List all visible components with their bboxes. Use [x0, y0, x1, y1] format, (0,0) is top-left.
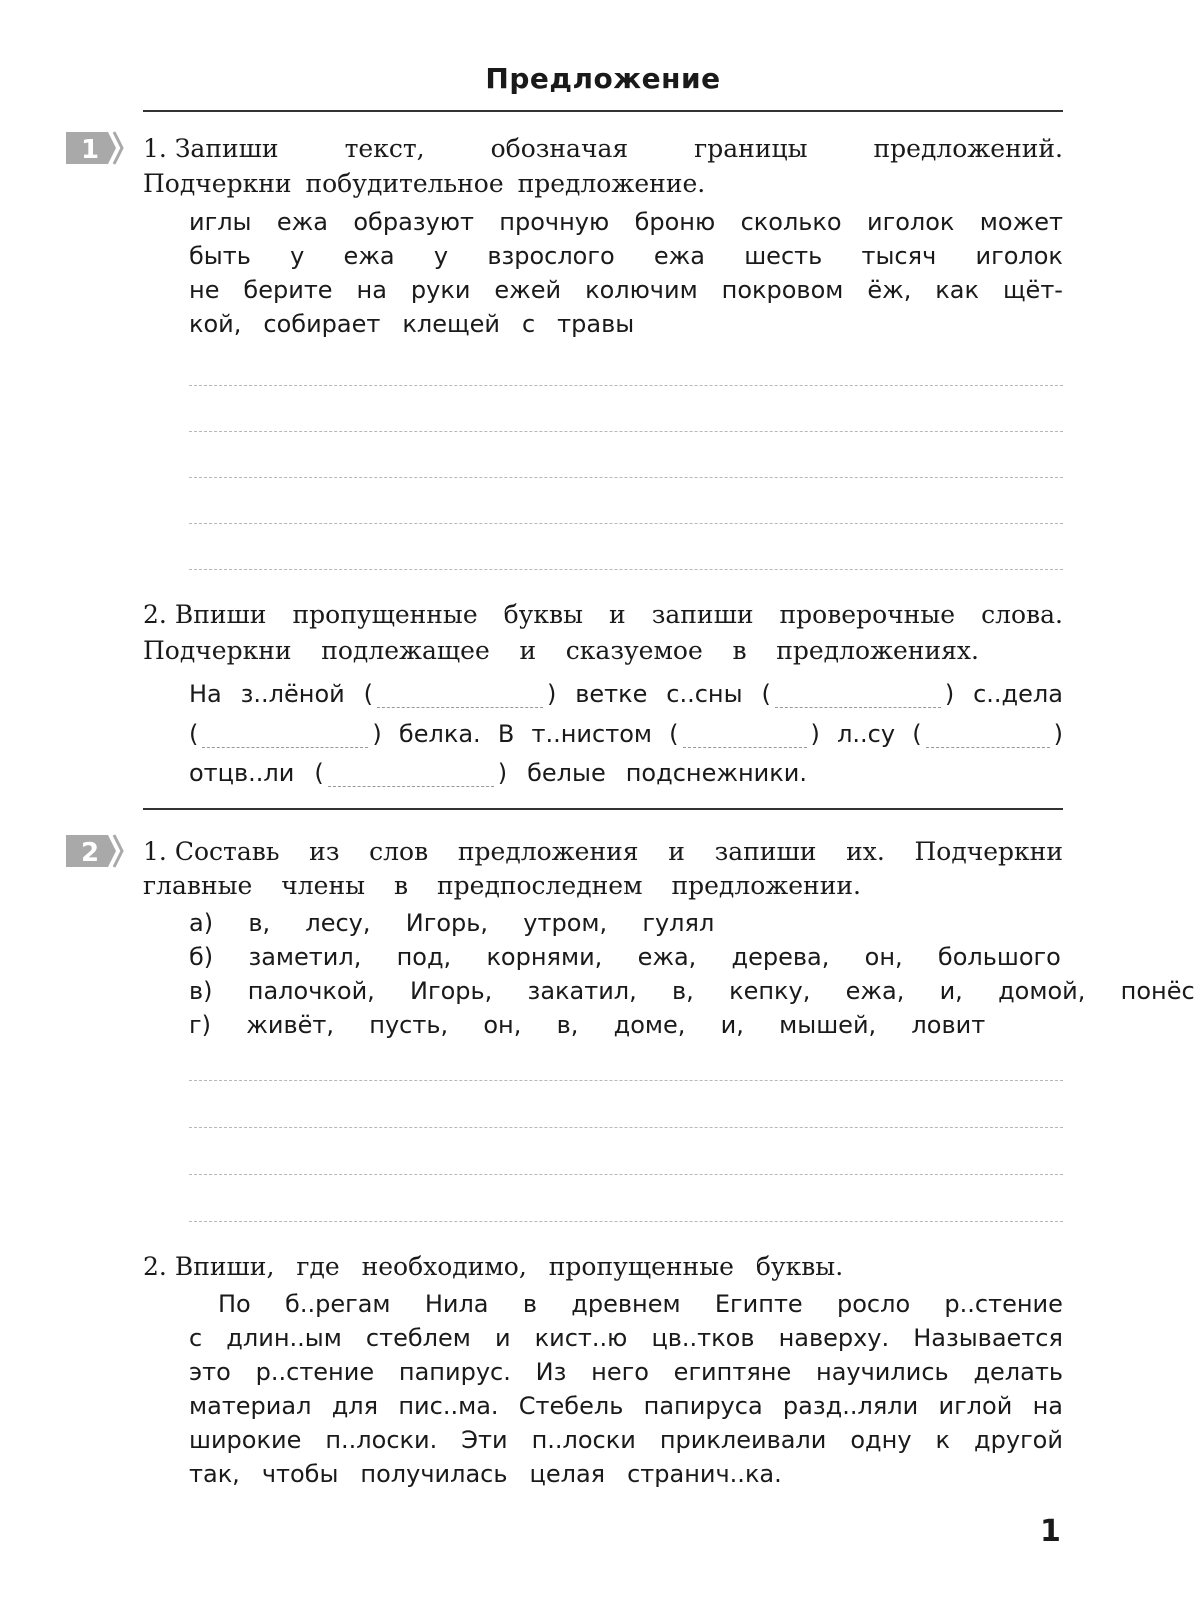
text-word: странич..ка. — [627, 1460, 782, 1488]
fill-in-row — [189, 755, 1063, 791]
answer-blank[interactable] — [912, 720, 1063, 748]
text-word: руки — [410, 276, 471, 304]
page-title: Предложение — [485, 62, 721, 95]
writing-line[interactable] — [189, 385, 1063, 386]
answer-blank[interactable] — [314, 759, 507, 787]
text-word: одну — [850, 1426, 912, 1454]
exercise-text-line — [189, 307, 1063, 341]
text-word: Из — [535, 1358, 567, 1386]
exercise-badge-1 — [66, 130, 126, 166]
text-word: шесть — [744, 242, 823, 270]
exercise-badge-number: 2 — [80, 838, 100, 868]
text-word: на — [1032, 1392, 1063, 1420]
instruction-word: предложений. — [873, 134, 1063, 163]
text-word: разд..ляли — [782, 1392, 919, 1420]
writing-line[interactable] — [189, 569, 1063, 570]
text-word: Стебель — [518, 1392, 624, 1420]
exercise-badge-2 — [66, 833, 126, 869]
text-word: него — [591, 1358, 649, 1386]
text-word: с — [521, 310, 536, 338]
text-word: В — [497, 720, 515, 748]
text-word: собирает — [263, 310, 381, 338]
page-number: 1 — [1040, 1514, 1061, 1549]
text-word: стеблем — [365, 1324, 471, 1352]
close-paren: ) — [1053, 720, 1063, 748]
instruction-word: и — [519, 636, 537, 665]
text-word: броню — [634, 208, 716, 236]
text-word: подснежники. — [625, 759, 807, 787]
instruction-word: слов — [369, 837, 429, 866]
task-number: 2. — [143, 600, 167, 629]
text-word: белка. — [398, 720, 481, 748]
task-number: 2. — [143, 1252, 167, 1281]
text-word: Египте — [714, 1290, 803, 1318]
text-word: не — [189, 276, 220, 304]
text-word: научились — [816, 1358, 949, 1386]
text-word: прочную — [499, 208, 610, 236]
instruction-word: и — [668, 837, 685, 866]
writing-line[interactable] — [189, 431, 1063, 432]
option-a — [189, 906, 1063, 940]
text-word: это — [189, 1358, 231, 1386]
text-word: целая — [529, 1460, 606, 1488]
text-word: материал — [189, 1392, 312, 1420]
task-instruction-line2: Подчеркни побудительное предложение. — [143, 169, 706, 198]
text-word: иглы — [189, 208, 252, 236]
option-letter: г) — [189, 1011, 211, 1039]
text-word: с — [189, 1324, 203, 1352]
text-word: Эти — [461, 1426, 508, 1454]
text-word: ёж, — [867, 276, 912, 304]
text-word: пис..ма. — [398, 1392, 499, 1420]
blank-line[interactable] — [775, 685, 941, 708]
instruction-word: Впиши — [174, 600, 267, 629]
blank-line[interactable] — [202, 725, 368, 748]
text-word: у — [290, 242, 305, 270]
text-word: ежей — [494, 276, 562, 304]
text-word: цв..тков — [651, 1324, 755, 1352]
exercise-text-line — [189, 1457, 1063, 1491]
text-word: травы — [557, 310, 635, 338]
text-word: иголок — [866, 208, 955, 236]
text-word: иголок — [975, 242, 1063, 270]
text-word: длин..ым — [226, 1324, 342, 1352]
close-paren: ) — [944, 680, 955, 708]
exercise-text-line — [189, 1321, 1063, 1355]
text-word: Называется — [913, 1324, 1063, 1352]
instruction-word: проверочные — [779, 600, 956, 629]
close-paren: ) — [372, 720, 382, 748]
option-words: в, лесу, Игорь, утром, гулял — [248, 909, 715, 937]
writing-line[interactable] — [189, 1174, 1063, 1175]
open-paren: ( — [669, 720, 679, 748]
option-letter: в) — [189, 977, 213, 1005]
text-word: египтяне — [673, 1358, 792, 1386]
option-letter: а) — [189, 909, 214, 937]
close-paren: ) — [547, 680, 557, 708]
text-word: п..лоски — [531, 1426, 636, 1454]
option-letter: б) — [189, 943, 214, 971]
instruction-word: Составь — [174, 837, 280, 866]
open-paren: ( — [314, 759, 324, 787]
text-word: белые — [527, 759, 606, 787]
task-instruction — [143, 597, 1063, 632]
text-word: п..лоски. — [325, 1426, 438, 1454]
text-word: т..нистом — [531, 720, 652, 748]
text-word: может — [979, 208, 1063, 236]
exercise-text-line — [189, 1389, 1063, 1423]
exercise-text-line — [218, 1287, 1063, 1321]
text-word: берите — [243, 276, 333, 304]
instruction-word: предпоследнем — [436, 871, 643, 900]
text-word: л..су — [837, 720, 896, 748]
text-word: так, — [189, 1460, 240, 1488]
exercise-text-line — [189, 239, 1063, 273]
instruction-word: подлежащее — [321, 636, 490, 665]
instruction-word: предложения — [457, 837, 639, 866]
text-word: папируса — [643, 1392, 763, 1420]
text-word: колючим — [585, 276, 698, 304]
text-word: широкие — [189, 1426, 302, 1454]
answer-blank[interactable] — [669, 720, 820, 748]
option-v — [189, 974, 1195, 1008]
answer-blank[interactable] — [364, 680, 557, 708]
option-b — [189, 940, 1063, 974]
exercise-text-line — [189, 205, 1063, 239]
instruction-word: пропущенные — [292, 600, 478, 629]
text-word: покровом — [721, 276, 844, 304]
task-instruction-line2 — [143, 868, 861, 903]
text-word: тысяч — [861, 242, 937, 270]
instruction-word: в — [732, 636, 747, 665]
writing-line[interactable] — [189, 523, 1063, 524]
exercise-badge-number: 1 — [80, 135, 100, 165]
text-word: в — [522, 1290, 537, 1318]
task-instruction-line2 — [143, 633, 979, 668]
text-word: ежа — [276, 208, 328, 236]
instruction-word: предложениях. — [776, 636, 979, 665]
blank-line[interactable] — [377, 685, 543, 708]
instruction-word: в — [393, 871, 409, 900]
text-word: на — [356, 276, 387, 304]
open-paren: ( — [912, 720, 922, 748]
text-word: с..сны — [666, 680, 743, 708]
instruction-word: обозначая — [490, 134, 629, 163]
text-word: щёт- — [1002, 276, 1063, 304]
text-word: к — [935, 1426, 951, 1454]
close-paren: ) — [497, 759, 508, 787]
blank-line[interactable] — [926, 725, 1050, 748]
exercise-text-line — [189, 1355, 1063, 1389]
instruction-word: предложении. — [671, 871, 861, 900]
text-word: получилась — [360, 1460, 508, 1488]
fill-in-row — [189, 716, 1063, 752]
text-word: р..стение — [255, 1358, 375, 1386]
instruction-word: Подчеркни — [143, 636, 292, 665]
text-word: росло — [836, 1290, 911, 1318]
exercise-text-line — [189, 1423, 1063, 1457]
text-word: древнем — [571, 1290, 681, 1318]
task-number: 1. — [143, 837, 167, 866]
text-word: По — [218, 1290, 251, 1318]
writing-line[interactable] — [189, 1221, 1063, 1222]
text-word: папирус. — [398, 1358, 511, 1386]
instruction-word: и — [609, 600, 626, 629]
text-word: Нила — [424, 1290, 489, 1318]
text-word: чтобы — [261, 1460, 339, 1488]
text-word: клещей — [402, 310, 500, 338]
instruction-word: сказуемое — [565, 636, 703, 665]
section-divider — [143, 808, 1063, 810]
text-word: быть — [189, 242, 251, 270]
instruction-word: их. — [846, 837, 885, 866]
option-words: заметил, под, корнями, ежа, дерева, он, большого — [248, 943, 1061, 971]
fill-in-row — [189, 676, 1063, 712]
task-instruction — [143, 131, 1063, 166]
instruction-word: из — [309, 837, 340, 866]
option-words: живёт, пусть, он, в, доме, и, мышей, ловит — [246, 1011, 986, 1039]
text-word: ветке — [575, 680, 648, 708]
instruction-word: Запиши — [174, 134, 279, 163]
blank-line[interactable] — [683, 725, 807, 748]
instruction-word: запиши — [651, 600, 754, 629]
instruction-word: главные — [143, 871, 253, 900]
instruction-word: буквы — [503, 600, 584, 629]
option-words: палочкой, Игорь, закатил, в, кепку, ежа, и, домой, понёс — [247, 977, 1195, 1005]
open-paren: ( — [363, 680, 373, 708]
text-word: кой, — [189, 310, 242, 338]
task-number: 1. — [143, 134, 167, 163]
text-word: взрослого — [487, 242, 615, 270]
text-word: ежа — [343, 242, 395, 270]
instruction-word: запиши — [714, 837, 817, 866]
text-word: делать — [973, 1358, 1063, 1386]
text-word: другой — [974, 1426, 1063, 1454]
text-word: кист..ю — [534, 1324, 628, 1352]
open-paren: ( — [761, 680, 771, 708]
instruction-text: Впиши, где необходимо, пропущенные буквы. — [174, 1252, 844, 1281]
instruction-word: текст, — [344, 134, 425, 163]
task-instruction — [143, 1249, 1063, 1284]
text-word: приклеивали — [659, 1426, 827, 1454]
text-word: для — [331, 1392, 379, 1420]
text-word: з..лёной — [240, 680, 345, 708]
blank-line[interactable] — [328, 764, 494, 787]
text-word: р..стение — [944, 1290, 1063, 1318]
text-word: наверху. — [778, 1324, 890, 1352]
text-word: отцв..ли — [189, 759, 295, 787]
instruction-word: Подчеркни — [914, 837, 1063, 866]
writing-line[interactable] — [189, 1127, 1063, 1128]
text-word: у — [433, 242, 449, 270]
exercise-text-line — [189, 273, 1063, 307]
close-paren: ) — [810, 720, 820, 748]
text-word: ежа — [653, 242, 705, 270]
text-word: с..дела — [973, 680, 1063, 708]
task-instruction — [143, 834, 1063, 869]
writing-line[interactable] — [189, 1080, 1063, 1081]
top-divider — [143, 110, 1063, 112]
text-word: иглой — [938, 1392, 1013, 1420]
text-word: и — [494, 1324, 511, 1352]
text-word: б..регам — [285, 1290, 391, 1318]
answer-blank[interactable] — [761, 680, 954, 708]
instruction-word: члены — [281, 871, 366, 900]
answer-blank[interactable] — [189, 720, 382, 748]
instruction-word: слова. — [981, 600, 1063, 629]
open-paren: ( — [189, 720, 199, 748]
text-word: как — [935, 276, 979, 304]
option-g — [189, 1008, 1063, 1042]
text-word: сколько — [740, 208, 842, 236]
writing-line[interactable] — [189, 477, 1063, 478]
instruction-word: границы — [694, 134, 808, 163]
text-word: На — [189, 680, 222, 708]
text-word: образуют — [353, 208, 474, 236]
